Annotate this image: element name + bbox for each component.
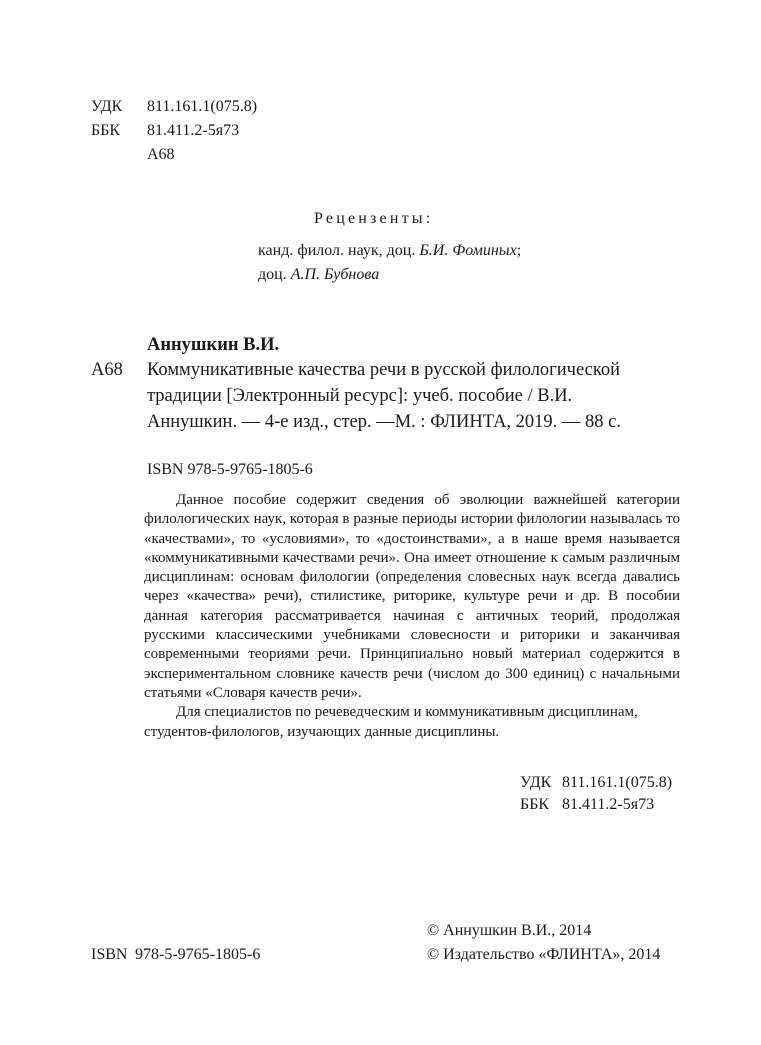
book-author: Аннушкин В.И. [147, 335, 280, 355]
author-sign-record: А68 [91, 360, 123, 380]
udk-line [91, 96, 257, 117]
bbk-line [91, 120, 239, 141]
isbn-top: ISBN 978-5-9765-1805-6 [147, 461, 313, 478]
udk-line-bottom [520, 772, 672, 793]
bbk-value-bottom: 81.411.2-5я73 [562, 796, 655, 813]
abstract [144, 491, 680, 742]
bbk-label: ББК [91, 122, 121, 139]
isbn-bottom-value: 978-5-9765-1805-6 [135, 946, 261, 963]
reviewer-1-separator: ; [516, 242, 522, 259]
reviewer-2 [258, 264, 379, 285]
copyright-publisher: © Издательство «ФЛИНТА», 2014 [427, 946, 661, 963]
reviewer-2-name: А.П. Бубнова [290, 266, 380, 283]
reviewer-1 [258, 240, 521, 261]
abstract-paragraph-2: Для специалистов по речеведческим и коммуникативным дисциплинам, студентов-филологов, изучающих данные дисциплины. [144, 704, 638, 740]
reviewer-2-degree: доц. [258, 266, 287, 283]
author-sign-top: А68 [147, 146, 175, 163]
bbk-value: 81.411.2-5я73 [147, 122, 240, 139]
reviewer-1-name: Б.И. Фоминых [419, 242, 517, 259]
bbk-line-bottom [520, 794, 654, 815]
book-title-line-1: Коммуникативные качества речи в русской филологической [147, 360, 621, 380]
book-title-line-2: традиции [Электронный ресурс]: учеб. пособие / В.И. [147, 386, 573, 406]
udk-value-bottom: 811.161.1(075.8) [562, 774, 673, 791]
abstract-paragraph-1: Данное пособие содержит сведения об эволюции важнейшей категории филологических наук, которая в разные периоды истории филологии называлась то «качествами», то «условиями», то «достоинствами», а в наше время называется «коммуникативными качествами речи». Она имеет отношение к самым различным дисциплинам: основам филологии (определения словесных наук всегда давались через «качества» речи), стилистике, риторике, культуре речи и др. В пособии данная категория рассматривается начиная с античных теорий, продолжая русскими классическими учебниками словесности и риторики и заканчивая современными теориями речи. Принципиально новый материал содержится в экспериментальном словнике качеств речи (числом до 300 единиц) с начальными статьями «Словаря качеств речи». [144, 492, 680, 701]
udk-value: 811.161.1(075.8) [147, 98, 258, 115]
book-title-line-3: Аннушкин. — 4-е изд., стер. —М. : ФЛИНТА, 2019. — 88 с. [147, 412, 622, 432]
copyright-author: © Аннушкин В.И., 2014 [427, 922, 592, 939]
reviewer-1-degree: канд. филол. наук, доц. [258, 242, 416, 259]
udk-label-bottom: УДК [520, 774, 552, 791]
isbn-bottom-label: ISBN [91, 946, 128, 963]
reviewers-heading: Рецензенты: [314, 210, 434, 227]
bbk-label-bottom: ББК [520, 796, 550, 813]
isbn-bottom [91, 944, 260, 965]
udk-label: УДК [91, 98, 123, 115]
